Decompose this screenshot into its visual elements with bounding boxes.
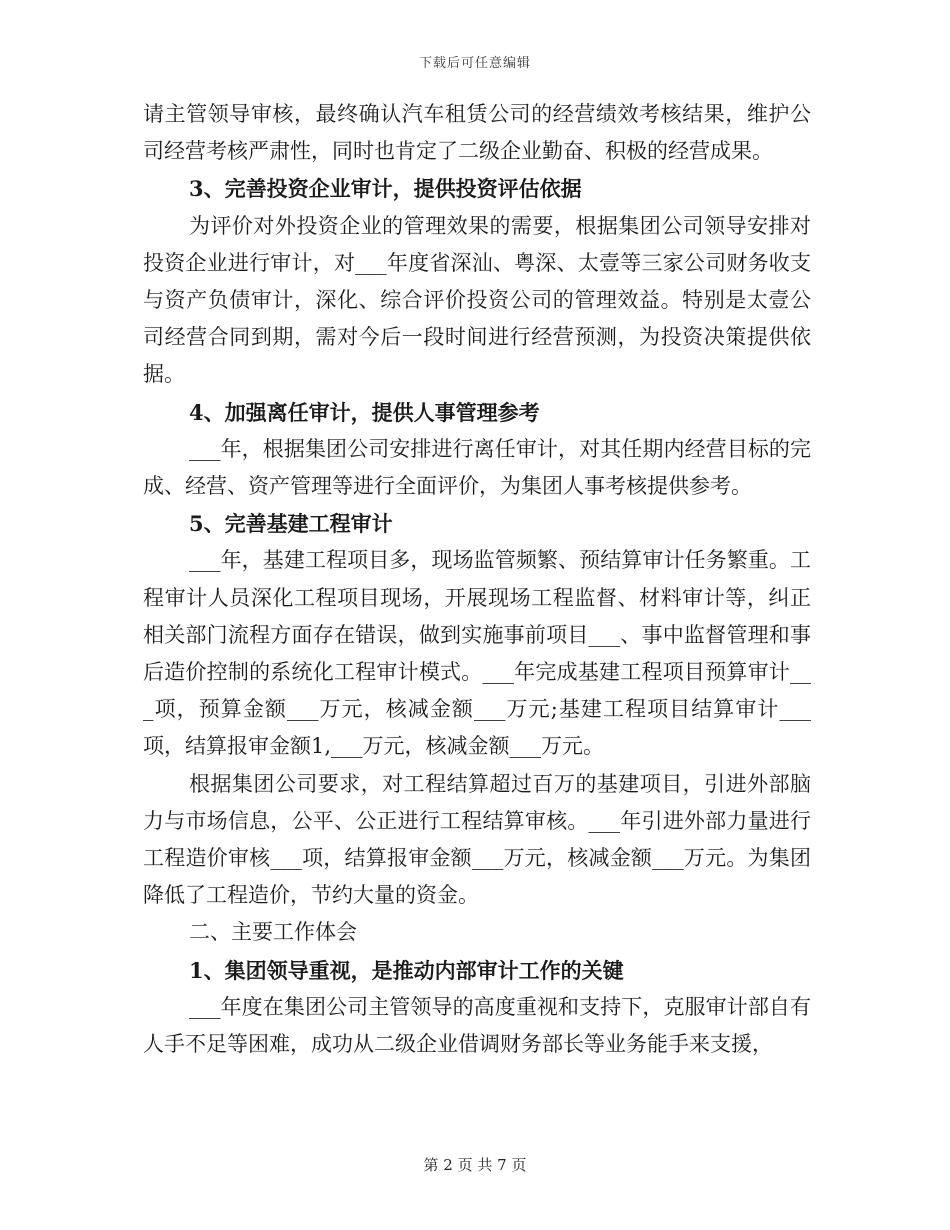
section-heading-5: 5、完善基建工程审计 <box>189 511 393 537</box>
paragraph-settlement-review: 根据集团公司要求，对工程结算超过百万的基建项目，引进外部脑力与市场信息，公平、公正进行工程结算审核。___年引进外部力量进行工程造价审核___项，结算报审金额___万元，核减金额___万元。为集团降低了工程造价，节约大量的资金。 <box>143 771 811 908</box>
page-number-footer: 第 2 页 共 7 页 <box>423 1156 527 1174</box>
paragraph-departure-audit: ___年，根据集团公司安排进行离任审计，对其任期内经营目标的完成、经营、资产管理等进行全面评价，为集团人事考核提供参考。 <box>143 436 811 499</box>
document-body <box>143 96 811 1063</box>
paragraph-construction-audit: ___年，基建工程项目多，现场监管频繁、预结算审计任务繁重。工程审计人员深化工程项目现场，开展现场工程监督、材料审计等，纠正相关部门流程方面存在错误，做到实施事前项目___、事中监督管理和事后造价控制的系统化工程审计模式。___年完成基建工程项目预算审计___项，预算金额___万元，核减金额___万元;基建工程项目结算审计___项，结算报审金额1,___万元，核减金额___万元。 <box>143 548 811 759</box>
page-header: 下载后可任意编辑 <box>418 56 531 71</box>
section-heading-3: 3、完善投资企业审计，提供投资评估依据 <box>189 176 582 202</box>
section-heading-4: 4、加强离任审计，提供人事管理参考 <box>189 399 540 425</box>
paragraph-investment-audit: 为评价对外投资企业的管理效果的需要，根据集团公司领导安排对投资企业进行审计，对___年度省深汕、粤深、太壹等三家公司财务收支与资产负债审计，深化、综合评价投资公司的管理效益。特别是太壹公司经营合同到期，需对今后一段时间进行经营预测，为投资决策提供依据。 <box>143 213 811 387</box>
paragraph-leadership-support: ___年度在集团公司主管领导的高度重视和支持下，克服审计部自有人手不足等困难，成功从二级企业借调财务部长等业务能手来支援， <box>143 994 811 1057</box>
section-heading-1: 1、集团领导重视，是推动内部审计工作的关键 <box>189 957 624 983</box>
major-heading-experience: 二、主要工作体会 <box>189 920 357 945</box>
paragraph-continuation: 请主管领导审核，最终确认汽车租赁公司的经营绩效考核结果，维护公司经营考核严肃性，同时也肯定了二级企业勤奋、积极的经营成果。 <box>143 102 811 164</box>
